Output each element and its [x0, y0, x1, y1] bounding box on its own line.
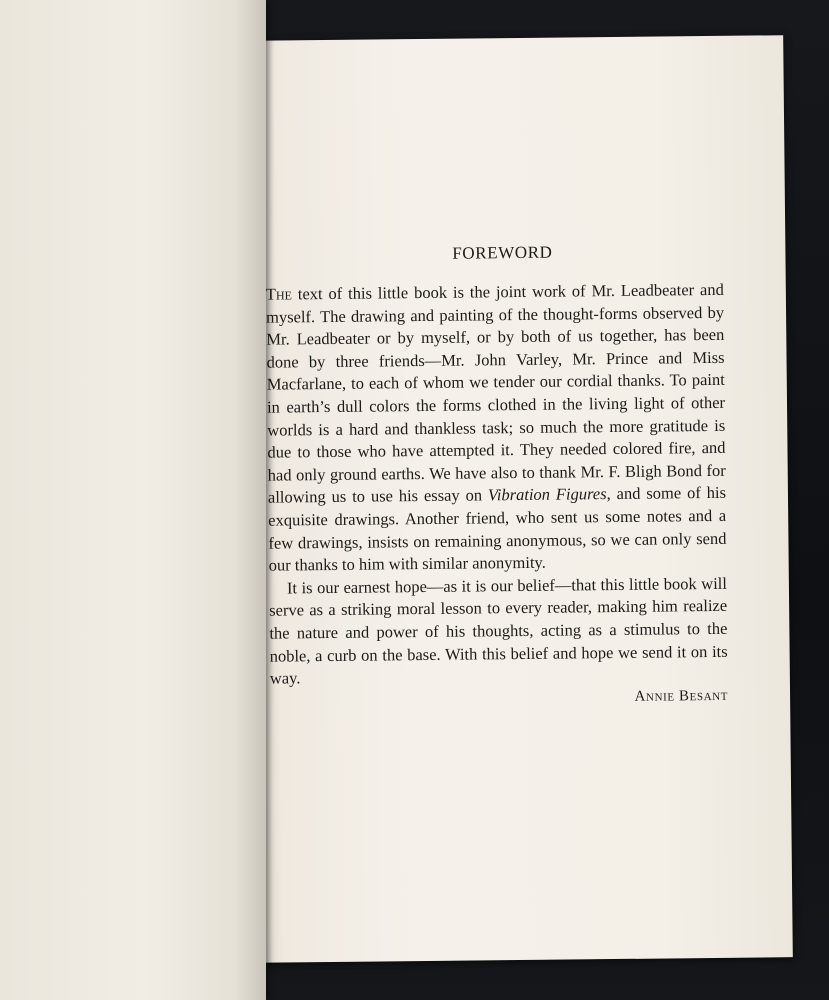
foreword-paragraph-2: It is our earnest hope—as it is our belief—that this little book will serve as a striking moral lesson to every reader, making him realize the nature and power of his thoughts, acting as a stimulus to the noble, a curb on the base. With this belief and hope we send it on its way. [269, 573, 728, 688]
book-title-italic: Vibration Figures [487, 484, 607, 505]
foreword-heading: FOREWORD [452, 242, 553, 263]
foreword-paragraph-1 [266, 279, 727, 577]
paragraph-1-text-a: text of this little book is the joint work of Mr. Leadbeater and myself. The drawing and painting of the thought-forms observed by Mr. Leadbeater or by myself, or by both of us together, has been done by three friends—Mr. John Varley, Mr. Prince and Miss Macfarlane, to each of whom we tender our cordial thanks. To paint in earth’s dull colors the forms clothed in the living light of other worlds is a hard and thankless task; so much the more gratitude is due to those who have attempted it. They needed colored fire, and had only ground earths. We have also to thank Mr. F. Bligh Bond for allowing us to use his essay on [265, 279, 726, 507]
author-signature: Annie Besant [634, 687, 729, 705]
right-page [247, 35, 793, 963]
paragraph-1-text-b: , and some of his exquisite drawings. Another friend, who sent us some notes and a few drawings, insists on remaining anonymous, so we can only send our thanks to him with similar anonymity. [268, 483, 727, 575]
foreword-text-block [265, 241, 728, 709]
paragraph-lead-word: The [265, 284, 293, 304]
left-page [0, 0, 266, 1000]
